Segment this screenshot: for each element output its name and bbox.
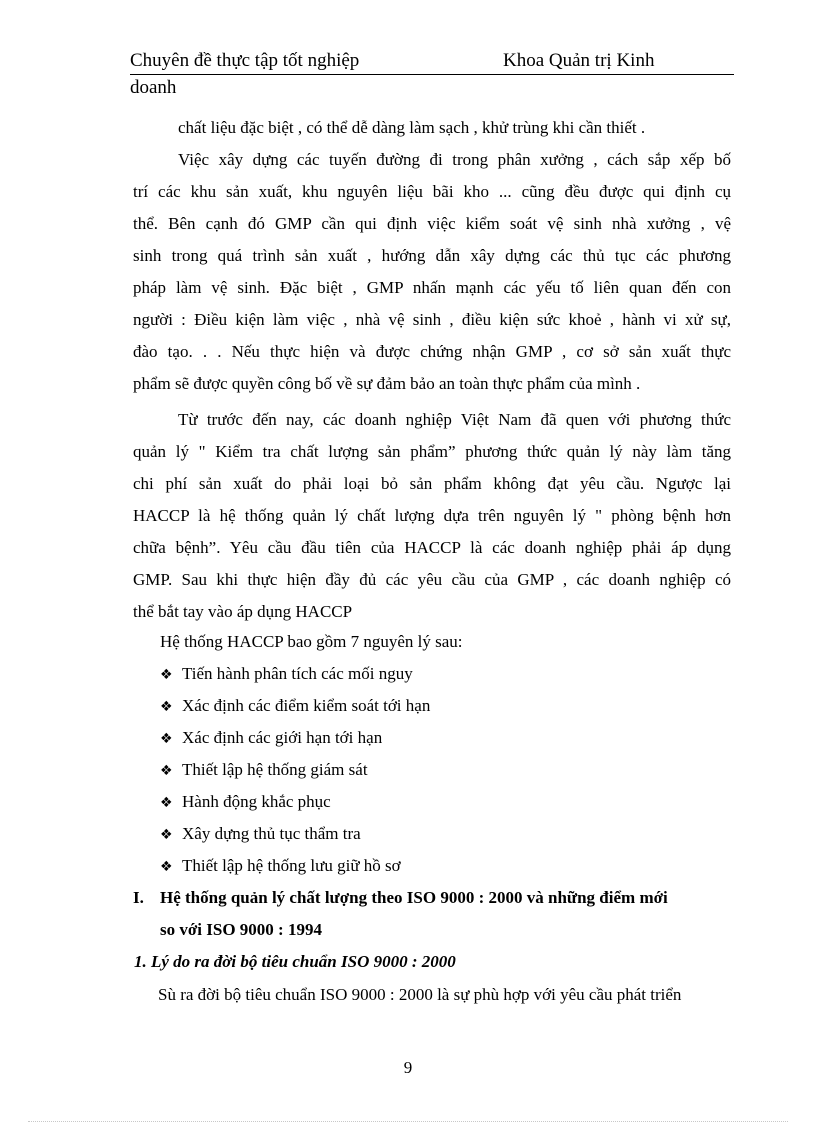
section-title-line-1: Hệ thống quản lý chất lượng theo ISO 9000 : 2000 và những điểm mới — [160, 888, 668, 907]
page-bottom-divider — [28, 1121, 788, 1122]
diamond-bullet-icon: ❖ — [160, 731, 173, 747]
text-line: chi phí sản xuất do phải loại bỏ sản phẩm không đạt yêu cầu. Ngược lại — [133, 474, 731, 493]
text-line: chất liệu đặc biệt , có thể dễ dàng làm sạch , khử trùng khi cần thiết . — [178, 118, 646, 137]
subsection-heading: 1. Lý do ra đời bộ tiêu chuẩn ISO 9000 : 2000 — [134, 952, 456, 971]
list-item-text: Thiết lập hệ thống lưu giữ hồ sơ — [182, 856, 401, 875]
page-header — [130, 50, 734, 75]
list-item — [160, 696, 430, 716]
list-item-text: Xác định các giới hạn tới hạn — [182, 728, 383, 747]
text-line: Hệ thống HACCP bao gồm 7 nguyên lý sau: — [160, 632, 463, 651]
diamond-bullet-icon: ❖ — [160, 667, 173, 683]
text-line: GMP. Sau khi thực hiện đầy đủ các yêu cầu của GMP , các doanh nghiệp có — [133, 570, 731, 589]
text-line: người : Điều kiện làm việc , nhà vệ sinh , điều kiện sức khoẻ , hành vi xử sự, — [133, 310, 731, 329]
list-item-text: Xác định các điểm kiểm soát tới hạn — [182, 696, 431, 715]
text-line: trí các khu sản xuất, khu nguyên liệu bãi kho ... cũng đều được qui định cụ — [133, 182, 731, 201]
list-item — [160, 664, 413, 684]
diamond-bullet-icon: ❖ — [160, 699, 173, 715]
text-line: pháp làm vệ sinh. Đặc biệt , GMP nhấn mạnh các yếu tố liên quan đến con — [133, 278, 731, 297]
text-line: thể bắt tay vào áp dụng HACCP — [133, 602, 353, 621]
text-line: phẩm sẽ được quyền công bố về sự đảm bảo an toàn thực phẩm của mình . — [133, 374, 641, 393]
list-item — [160, 792, 331, 812]
header-left: Chuyên đề thực tập tốt nghiệp — [130, 50, 360, 71]
header-continuation: doanh — [130, 77, 177, 98]
list-item — [160, 824, 361, 844]
list-item — [160, 728, 382, 748]
list-item-text: Tiến hành phân tích các mối nguy — [182, 664, 413, 683]
list-item — [160, 760, 368, 780]
section-title-line-2: so với ISO 9000 : 1994 — [160, 920, 322, 939]
list-item-text: Hành động khắc phục — [182, 792, 331, 811]
list-item — [160, 856, 401, 876]
diamond-bullet-icon: ❖ — [160, 763, 173, 779]
diamond-bullet-icon: ❖ — [160, 859, 173, 875]
text-line: Từ trước đến nay, các doanh nghiệp Việt Nam đã quen với phương thức — [178, 410, 731, 429]
diamond-bullet-icon: ❖ — [160, 827, 173, 843]
text-line: sinh trong quá trình sản xuất , hướng dẫn xây dựng các thủ tục các phương — [133, 246, 731, 265]
text-line: HACCP là hệ thống quản lý chất lượng dựa trên nguyên lý " phòng bệnh hơn — [133, 506, 731, 525]
text-line: Sù ra đời bộ tiêu chuẩn ISO 9000 : 2000 là sự phù hợp với yêu cầu phát triển — [158, 985, 682, 1004]
text-line: Việc xây dựng các tuyến đường đi trong phân xưởng , cách sắp xếp bố — [178, 150, 731, 169]
text-line: thể. Bên cạnh đó GMP cần qui định việc kiểm soát vệ sinh nhà xưởng , vệ — [133, 214, 731, 233]
text-line: quản lý " Kiểm tra chất lượng sản phẩm” phương thức quản lý này làm tăng — [133, 442, 731, 461]
section-number: I. — [133, 888, 144, 907]
list-item-text: Xây dựng thủ tục thẩm tra — [182, 824, 361, 843]
list-item-text: Thiết lập hệ thống giám sát — [182, 760, 368, 779]
text-line: đào tạo. . . Nếu thực hiện và được chứng nhận GMP , cơ sở sản xuất thực — [133, 342, 731, 361]
page-number: 9 — [403, 1058, 413, 1077]
text-line: chữa bệnh”. Yêu cầu đầu tiên của HACCP là các doanh nghiệp phải áp dụng — [133, 538, 731, 557]
diamond-bullet-icon: ❖ — [160, 795, 173, 811]
header-right: Khoa Quản trị Kinh — [503, 50, 655, 71]
